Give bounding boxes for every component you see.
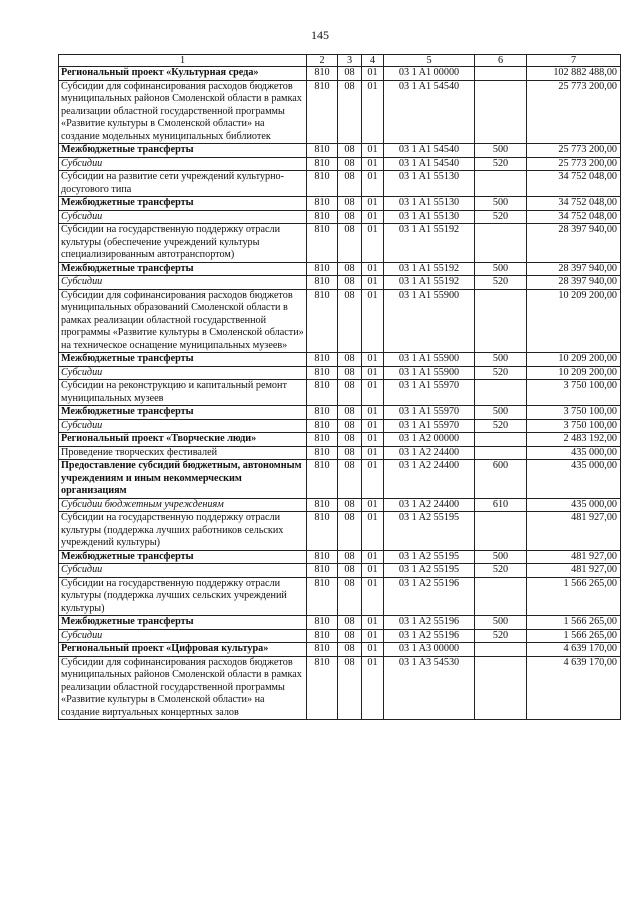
- item-name: Субсидии бюджетным учреждениям: [59, 498, 307, 512]
- amount: 10 209 200,00: [527, 353, 621, 367]
- target-article-code: 03 1 A2 24400: [384, 498, 475, 512]
- column-header: 1: [59, 55, 307, 67]
- expense-type-code: [475, 67, 527, 81]
- subsection-code: 01: [362, 629, 384, 643]
- section-code: 08: [338, 460, 362, 499]
- target-article-code: 03 1 A1 55900: [384, 289, 475, 353]
- admin-code: 810: [307, 276, 338, 290]
- subsection-code: 01: [362, 446, 384, 460]
- table-row: [59, 80, 621, 144]
- table-row: [59, 433, 621, 447]
- table-row: [59, 157, 621, 171]
- target-article-code: 03 1 A1 55130: [384, 210, 475, 224]
- amount: 481 927,00: [527, 550, 621, 564]
- item-name: Субсидии: [59, 366, 307, 380]
- item-name: Межбюджетные трансферты: [59, 197, 307, 211]
- target-article-code: 03 1 A1 55130: [384, 171, 475, 197]
- table-row: [59, 446, 621, 460]
- target-article-code: 03 1 A1 54540: [384, 157, 475, 171]
- table-row: [59, 643, 621, 657]
- budget-table: [58, 54, 621, 720]
- section-code: 08: [338, 643, 362, 657]
- target-article-code: 03 1 A3 00000: [384, 643, 475, 657]
- subsection-code: 01: [362, 366, 384, 380]
- admin-code: 810: [307, 419, 338, 433]
- item-name: Проведение творческих фестивалей: [59, 446, 307, 460]
- target-article-code: 03 1 A2 55196: [384, 577, 475, 616]
- table-row: [59, 577, 621, 616]
- section-code: 08: [338, 353, 362, 367]
- table-row: [59, 460, 621, 499]
- amount: 435 000,00: [527, 460, 621, 499]
- amount: 481 927,00: [527, 512, 621, 551]
- table-row: [59, 262, 621, 276]
- target-article-code: 03 1 A2 55195: [384, 564, 475, 578]
- amount: 102 882 488,00: [527, 67, 621, 81]
- subsection-code: 01: [362, 419, 384, 433]
- section-code: 08: [338, 419, 362, 433]
- section-code: 08: [338, 262, 362, 276]
- expense-type-code: 500: [475, 616, 527, 630]
- item-name: Субсидии для софинансирования расходов бюджетов муниципальных районов Смоленской области в рамках реализации областной государственной программы «Развитие культуры в Смоленской области» на создание виртуальных концертных залов: [59, 656, 307, 720]
- item-name: Межбюджетные трансферты: [59, 353, 307, 367]
- subsection-code: 01: [362, 171, 384, 197]
- admin-code: 810: [307, 629, 338, 643]
- amount: 28 397 940,00: [527, 276, 621, 290]
- expense-type-code: 520: [475, 564, 527, 578]
- expense-type-code: [475, 433, 527, 447]
- admin-code: 810: [307, 67, 338, 81]
- expense-type-code: 520: [475, 629, 527, 643]
- subsection-code: 01: [362, 276, 384, 290]
- section-code: 08: [338, 67, 362, 81]
- item-name: Региональный проект «Культурная среда»: [59, 67, 307, 81]
- subsection-code: 01: [362, 157, 384, 171]
- amount: 4 639 170,00: [527, 656, 621, 720]
- target-article-code: 03 1 A1 55192: [384, 224, 475, 263]
- item-name: Субсидии: [59, 276, 307, 290]
- section-code: 08: [338, 564, 362, 578]
- target-article-code: 03 1 A2 00000: [384, 433, 475, 447]
- amount: 25 773 200,00: [527, 144, 621, 158]
- subsection-code: 01: [362, 550, 384, 564]
- item-name: Межбюджетные трансферты: [59, 550, 307, 564]
- section-code: 08: [338, 446, 362, 460]
- table-body: [59, 55, 621, 720]
- expense-type-code: [475, 171, 527, 197]
- table-row: [59, 210, 621, 224]
- section-code: 08: [338, 512, 362, 551]
- expense-type-code: 500: [475, 550, 527, 564]
- admin-code: 810: [307, 564, 338, 578]
- amount: 435 000,00: [527, 446, 621, 460]
- table-row: [59, 656, 621, 720]
- amount: 4 639 170,00: [527, 643, 621, 657]
- admin-code: 810: [307, 380, 338, 406]
- target-article-code: 03 1 A1 55900: [384, 353, 475, 367]
- admin-code: 810: [307, 460, 338, 499]
- target-article-code: 03 1 A2 55195: [384, 550, 475, 564]
- table-row: [59, 512, 621, 551]
- expense-type-code: [475, 224, 527, 263]
- subsection-code: 01: [362, 353, 384, 367]
- table-row: [59, 629, 621, 643]
- admin-code: 810: [307, 512, 338, 551]
- target-article-code: 03 1 A2 24400: [384, 460, 475, 499]
- amount: 34 752 048,00: [527, 210, 621, 224]
- admin-code: 810: [307, 262, 338, 276]
- amount: 25 773 200,00: [527, 80, 621, 144]
- item-name: Региональный проект «Творческие люди»: [59, 433, 307, 447]
- subsection-code: 01: [362, 498, 384, 512]
- target-article-code: 03 1 A1 55900: [384, 366, 475, 380]
- admin-code: 810: [307, 80, 338, 144]
- item-name: Субсидии: [59, 564, 307, 578]
- section-code: 08: [338, 433, 362, 447]
- amount: 10 209 200,00: [527, 366, 621, 380]
- section-code: 08: [338, 498, 362, 512]
- expense-type-code: 500: [475, 197, 527, 211]
- expense-type-code: 610: [475, 498, 527, 512]
- item-name: Субсидии: [59, 419, 307, 433]
- amount: 1 566 265,00: [527, 616, 621, 630]
- admin-code: 810: [307, 406, 338, 420]
- amount: 3 750 100,00: [527, 419, 621, 433]
- item-name: Субсидии: [59, 157, 307, 171]
- subsection-code: 01: [362, 144, 384, 158]
- column-header: 4: [362, 55, 384, 67]
- item-name: Субсидии: [59, 210, 307, 224]
- section-code: 08: [338, 616, 362, 630]
- item-name: Субсидии для софинансирования расходов бюджетов муниципальных районов Смоленской области в рамках реализации областной государственной программы «Развитие культуры в Смоленской области» на создание модельных муниципальных библиотек: [59, 80, 307, 144]
- expense-type-code: 500: [475, 144, 527, 158]
- target-article-code: 03 1 A2 24400: [384, 446, 475, 460]
- table-row: [59, 67, 621, 81]
- subsection-code: 01: [362, 80, 384, 144]
- admin-code: 810: [307, 577, 338, 616]
- column-header: 7: [527, 55, 621, 67]
- expense-type-code: 500: [475, 262, 527, 276]
- section-code: 08: [338, 380, 362, 406]
- table-row: [59, 498, 621, 512]
- expense-type-code: 600: [475, 460, 527, 499]
- target-article-code: 03 1 A2 55195: [384, 512, 475, 551]
- section-code: 08: [338, 197, 362, 211]
- admin-code: 810: [307, 197, 338, 211]
- admin-code: 810: [307, 289, 338, 353]
- expense-type-code: [475, 446, 527, 460]
- target-article-code: 03 1 A1 55970: [384, 419, 475, 433]
- section-code: 08: [338, 366, 362, 380]
- table-row: [59, 224, 621, 263]
- table-row: [59, 380, 621, 406]
- admin-code: 810: [307, 171, 338, 197]
- admin-code: 810: [307, 498, 338, 512]
- expense-type-code: [475, 380, 527, 406]
- section-code: 08: [338, 629, 362, 643]
- header-row: [59, 55, 621, 67]
- target-article-code: 03 1 A2 55196: [384, 629, 475, 643]
- expense-type-code: [475, 577, 527, 616]
- item-name: Межбюджетные трансферты: [59, 616, 307, 630]
- item-name: Субсидии на развитие сети учреждений культурно-досугового типа: [59, 171, 307, 197]
- admin-code: 810: [307, 157, 338, 171]
- column-header: 3: [338, 55, 362, 67]
- admin-code: 810: [307, 224, 338, 263]
- item-name: Субсидии: [59, 629, 307, 643]
- subsection-code: 01: [362, 564, 384, 578]
- expense-type-code: 520: [475, 157, 527, 171]
- target-article-code: 03 1 A1 55970: [384, 380, 475, 406]
- subsection-code: 01: [362, 616, 384, 630]
- table-row: [59, 366, 621, 380]
- section-code: 08: [338, 656, 362, 720]
- table-row: [59, 616, 621, 630]
- subsection-code: 01: [362, 67, 384, 81]
- target-article-code: 03 1 A1 55192: [384, 276, 475, 290]
- subsection-code: 01: [362, 210, 384, 224]
- table-row: [59, 171, 621, 197]
- amount: 1 566 265,00: [527, 629, 621, 643]
- target-article-code: 03 1 A1 54540: [384, 144, 475, 158]
- column-header: 2: [307, 55, 338, 67]
- subsection-code: 01: [362, 380, 384, 406]
- table-row: [59, 197, 621, 211]
- target-article-code: 03 1 A1 54540: [384, 80, 475, 144]
- section-code: 08: [338, 210, 362, 224]
- section-code: 08: [338, 550, 362, 564]
- table-row: [59, 564, 621, 578]
- subsection-code: 01: [362, 262, 384, 276]
- item-name: Субсидии для софинансирования расходов бюджетов муниципальных образований Смоленской области в рамках реализации областной государственной программы «Развитие культуры в Смоленской области» на техническое оснащение муниципальных музеев»: [59, 289, 307, 353]
- page-number: 145: [311, 28, 329, 42]
- amount: 34 752 048,00: [527, 171, 621, 197]
- section-code: 08: [338, 577, 362, 616]
- amount: 28 397 940,00: [527, 262, 621, 276]
- amount: 2 483 192,00: [527, 433, 621, 447]
- expense-type-code: 500: [475, 353, 527, 367]
- subsection-code: 01: [362, 289, 384, 353]
- admin-code: 810: [307, 616, 338, 630]
- subsection-code: 01: [362, 433, 384, 447]
- admin-code: 810: [307, 643, 338, 657]
- target-article-code: 03 1 A1 55192: [384, 262, 475, 276]
- column-header: 6: [475, 55, 527, 67]
- subsection-code: 01: [362, 512, 384, 551]
- item-name: Межбюджетные трансферты: [59, 144, 307, 158]
- subsection-code: 01: [362, 224, 384, 263]
- subsection-code: 01: [362, 643, 384, 657]
- amount: 34 752 048,00: [527, 197, 621, 211]
- target-article-code: 03 1 A1 55970: [384, 406, 475, 420]
- item-name: Субсидии на государственную поддержку отрасли культуры (обеспечение учреждений культуры специализированным автотранспортом): [59, 224, 307, 263]
- target-article-code: 03 1 A3 54530: [384, 656, 475, 720]
- admin-code: 810: [307, 433, 338, 447]
- admin-code: 810: [307, 446, 338, 460]
- expense-type-code: 520: [475, 210, 527, 224]
- item-name: Субсидии на государственную поддержку отрасли культуры (поддержка лучших работников сельских учреждений культуры): [59, 512, 307, 551]
- expense-type-code: [475, 289, 527, 353]
- table-row: [59, 276, 621, 290]
- amount: 28 397 940,00: [527, 224, 621, 263]
- expense-type-code: 520: [475, 366, 527, 380]
- target-article-code: 03 1 A2 55196: [384, 616, 475, 630]
- amount: 3 750 100,00: [527, 406, 621, 420]
- column-header: 5: [384, 55, 475, 67]
- admin-code: 810: [307, 366, 338, 380]
- item-name: Предоставление субсидий бюджетным, автономным учреждениям и иным некоммерческим организациям: [59, 460, 307, 499]
- item-name: Субсидии на государственную поддержку отрасли культуры (поддержка лучших сельских учреждений культуры): [59, 577, 307, 616]
- subsection-code: 01: [362, 656, 384, 720]
- section-code: 08: [338, 406, 362, 420]
- admin-code: 810: [307, 353, 338, 367]
- admin-code: 810: [307, 144, 338, 158]
- item-name: Межбюджетные трансферты: [59, 262, 307, 276]
- target-article-code: 03 1 A1 55130: [384, 197, 475, 211]
- section-code: 08: [338, 80, 362, 144]
- table-row: [59, 406, 621, 420]
- expense-type-code: [475, 80, 527, 144]
- amount: 1 566 265,00: [527, 577, 621, 616]
- table-row: [59, 353, 621, 367]
- subsection-code: 01: [362, 577, 384, 616]
- section-code: 08: [338, 289, 362, 353]
- item-name: Межбюджетные трансферты: [59, 406, 307, 420]
- subsection-code: 01: [362, 406, 384, 420]
- table-row: [59, 289, 621, 353]
- expense-type-code: 500: [475, 406, 527, 420]
- admin-code: 810: [307, 550, 338, 564]
- section-code: 08: [338, 224, 362, 263]
- admin-code: 810: [307, 210, 338, 224]
- item-name: Субсидии на реконструкцию и капитальный ремонт муниципальных музеев: [59, 380, 307, 406]
- section-code: 08: [338, 171, 362, 197]
- section-code: 08: [338, 144, 362, 158]
- table-row: [59, 550, 621, 564]
- amount: 25 773 200,00: [527, 157, 621, 171]
- expense-type-code: [475, 656, 527, 720]
- expense-type-code: [475, 643, 527, 657]
- admin-code: 810: [307, 656, 338, 720]
- subsection-code: 01: [362, 460, 384, 499]
- amount: 3 750 100,00: [527, 380, 621, 406]
- amount: 10 209 200,00: [527, 289, 621, 353]
- table-row: [59, 419, 621, 433]
- expense-type-code: 520: [475, 419, 527, 433]
- section-code: 08: [338, 276, 362, 290]
- subsection-code: 01: [362, 197, 384, 211]
- expense-type-code: [475, 512, 527, 551]
- amount: 481 927,00: [527, 564, 621, 578]
- section-code: 08: [338, 157, 362, 171]
- amount: 435 000,00: [527, 498, 621, 512]
- target-article-code: 03 1 A1 00000: [384, 67, 475, 81]
- item-name: Региональный проект «Цифровая культура»: [59, 643, 307, 657]
- table-row: [59, 144, 621, 158]
- expense-type-code: 520: [475, 276, 527, 290]
